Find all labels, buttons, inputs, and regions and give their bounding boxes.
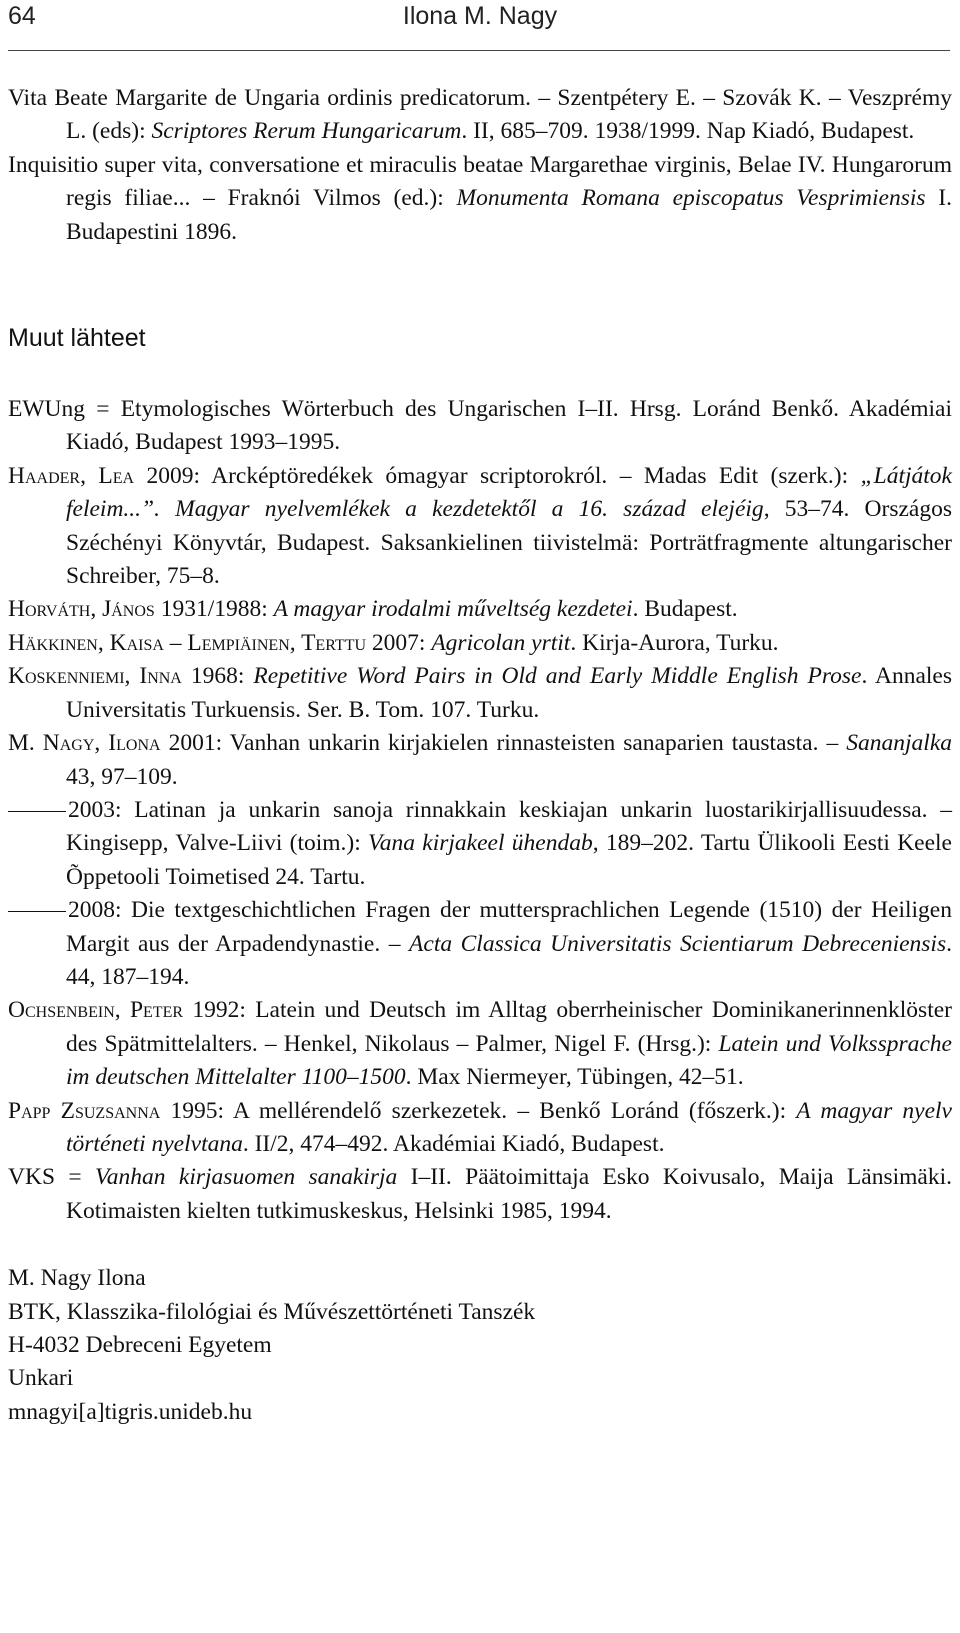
author-name: Koskenniemi, Inna (8, 663, 182, 690)
page-body (8, 82, 952, 1429)
header-rule (8, 50, 950, 51)
section-heading: Muut lähteet (8, 324, 146, 353)
address-name: M. Nagy Ilona (8, 1265, 146, 1292)
source-entry-vita: Vita Beate Margarite de Ungaria ordinis predicatorum. – Szentpétery E. – Szovák K. – Veszprémy L. (eds): Scriptores Rerum Hungaricarum. II, 685–709. 1938/1999. Nap Kiadó, Budapest. (8, 85, 952, 145)
author-name: Papp Zsuzsanna (8, 1097, 161, 1124)
reference-ochsenbein: Ochsenbein, Peter 1992: Latein und Deutsch im Alltag oberrheinischer Dominikanerinnenklöster des Spätmittelalters. – Henkel, Nikolaus – Palmer, Nigel F. (Hrsg.): Latein und Volkssprache im deutschen Mittelalter 1100–1500. Max Niermeyer, Tübingen, 42–51. (8, 997, 952, 1091)
ditto-dash (8, 911, 66, 912)
author-address (8, 1262, 952, 1429)
author-name: M. Nagy, Ilona (8, 730, 161, 757)
running-head: Ilona M. Nagy (402, 2, 558, 30)
address-country: Unkari (8, 1365, 74, 1392)
reference-horvath: Horváth, János 1931/1988: A magyar irodalmi műveltség kezdetei. Budapest. (8, 596, 738, 623)
address-email: mnagyi[a]tigris.unideb.hu (8, 1398, 253, 1425)
reference-hakkinen: Häkkinen, Kaisa – Lempiäinen, Terttu 2007: Agricolan yrtit. Kirja-Aurora, Turku. (8, 629, 779, 656)
reference-papp: Papp Zsuzsanna 1995: A mellérendelő szerkezetek. – Benkő Loránd (főszerk.): A magyar nyelv történeti nyelvtana. II/2, 474–492. Akadémiai Kiadó, Budapest. (8, 1097, 952, 1157)
reference-nagy-2008: 2008: Die textgeschichtlichen Fragen der muttersprachlichen Legende (1510) der Heiligen Margit aus der Arpadendynastie. – Acta Classica Universitatis Scientiarum Debreceniensis. 44, 187–194. (8, 894, 952, 994)
source-entry-inquisitio: Inquisitio super vita, conversatione et miraculis beatae Margarethae virginis, Belae IV. Hungarorum regis filiae... – Fraknói Vilmos (ed.): Monumenta Romana episcopatus Vesprimiensis I. Budapestini 1896. (8, 151, 952, 245)
address-department: BTK, Klasszika-filológiai és Művészettörténeti Tanszék (8, 1298, 536, 1325)
author-name: Haader, Lea (8, 462, 135, 489)
author-name: Häkkinen, Kaisa – Lempiäinen, Terttu (8, 629, 367, 656)
reference-nagy-2003: 2003: Latinan ja unkarin sanoja rinnakkain keskiajan unkarin luostarikirjallisuudessa. – Kingisepp, Valve-Liivi (toim.): Vana kirjakeel ühendab, 189–202. Tartu Ülikooli Eesti Keele Õppetooli Toimetised 24. Tartu. (8, 794, 952, 894)
reference-vks: VKS = Vanhan kirjasuomen sanakirja I–II. Päätoimittaja Esko Koivusalo, Maija Länsimäki. Kotimaisten kielten tutkimuskeskus, Helsinki 1985, 1994. (8, 1164, 953, 1224)
reference-koskenniemi: Koskenniemi, Inna 1968: Repetitive Word Pairs in Old and Early Middle English Prose. Annales Universitatis Turkuensis. Ser. B. Tom. 107. Turku. (8, 663, 953, 723)
ditto-dash (8, 811, 66, 812)
reference-haader: Haader, Lea 2009: Arcképtöredékek ómagyar scriptorokról. – Madas Edit (szerk.): „Látjátok feleim...”. Magyar nyelvemlékek a kezdetektől a 16. század elejéig, 53–74. Országos Széchényi Könyvtár, Budapest. Saksankielinen tiivistelmä: Porträtfragmente altungarischer Schreiber, 75–8. (8, 462, 953, 590)
reference-nagy-2001: M. Nagy, Ilona 2001: Vanhan unkarin kirjakielen rinnasteisten sanaparien taustasta. – Sananjalka 43, 97–109. (8, 730, 953, 790)
author-name: Horváth, János (8, 596, 155, 623)
page-header (0, 0, 960, 48)
page-number: 64 (8, 2, 36, 30)
address-university: H-4032 Debreceni Egyetem (8, 1332, 272, 1358)
author-name: Ochsenbein, Peter (8, 997, 184, 1024)
reference-ewung: EWUng = Etymologisches Wörterbuch des Ungarischen I–II. Hrsg. Loránd Benkő. Akadémiai Kiadó, Budapest 1993–1995. (8, 396, 952, 456)
